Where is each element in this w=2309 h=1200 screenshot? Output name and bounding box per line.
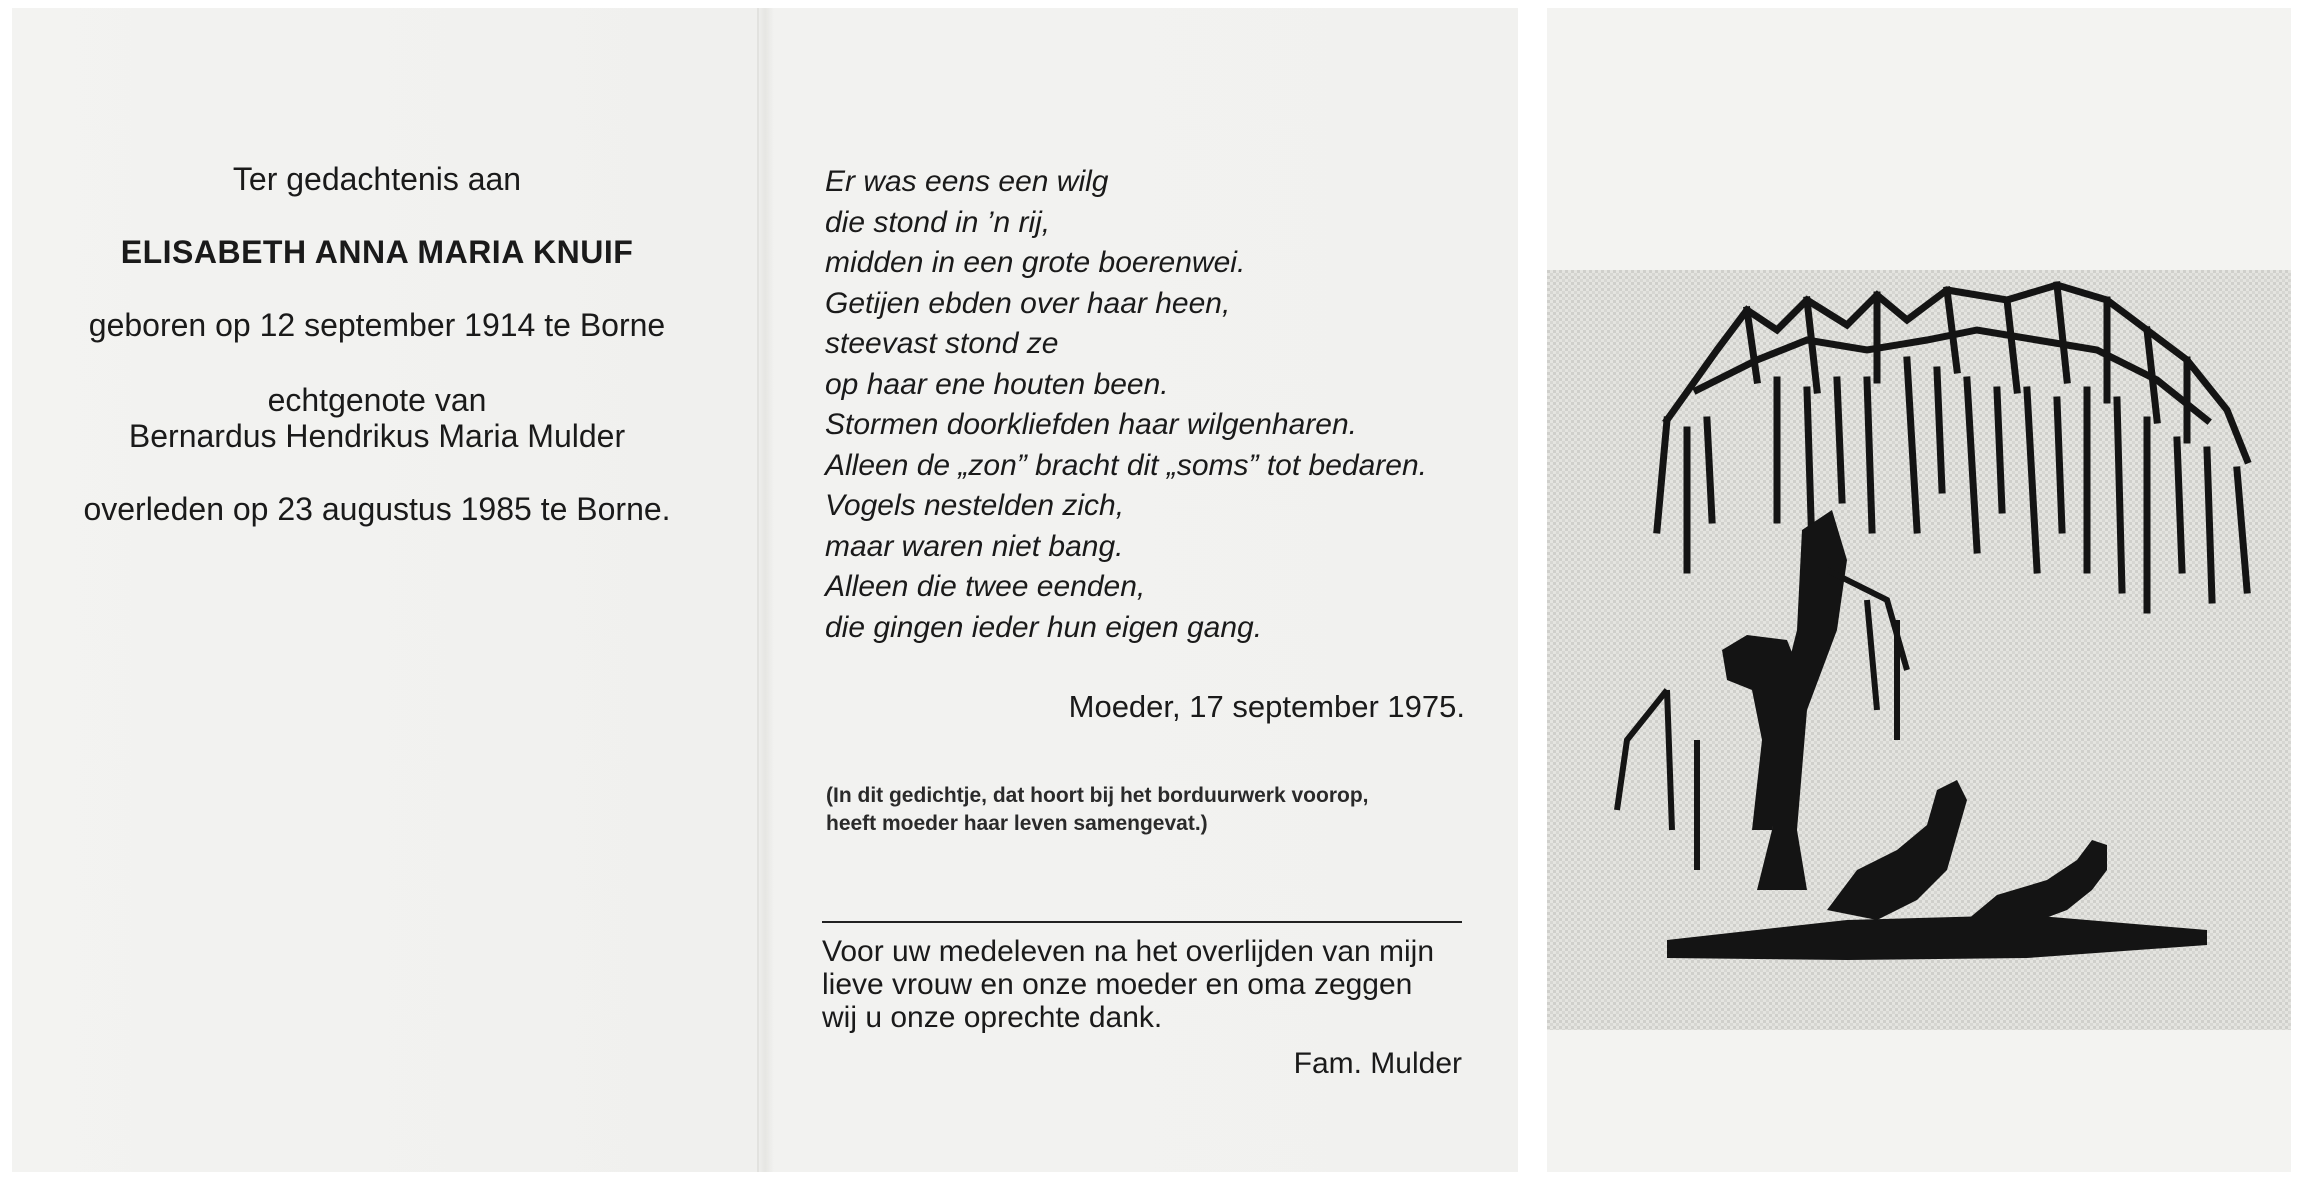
poem-line: die stond in ’n rij, bbox=[825, 205, 1051, 239]
fabric-background bbox=[1547, 270, 2291, 1030]
poem-line: Alleen de „zon” bracht dit „soms” tot bedaren. bbox=[825, 448, 1427, 482]
spouse-label: echtgenote van bbox=[267, 382, 487, 418]
memorial-intro: Ter gedachtenis aan bbox=[232, 161, 522, 197]
thanks-line: lieve vrouw en onze moeder en oma zeggen bbox=[822, 968, 1413, 1001]
poem-note bbox=[826, 782, 1466, 838]
embroidery-willow-ducks-image bbox=[1547, 270, 2291, 1030]
card-fold bbox=[757, 8, 759, 1172]
poem bbox=[825, 162, 1505, 648]
family-signature: Fam. Mulder bbox=[1293, 1047, 1462, 1080]
thanks-message bbox=[822, 935, 1482, 1034]
poem-line: midden in een grote boerenwei. bbox=[825, 246, 1246, 279]
poem-line: die gingen ieder hun eigen gang. bbox=[825, 610, 1263, 644]
poem-attribution: Moeder, 17 september 1975. bbox=[1068, 689, 1465, 724]
poem-line: Er was eens een wilg bbox=[825, 165, 1109, 198]
poem-line: steevast stond ze bbox=[825, 327, 1059, 360]
poem-note-line: heeft moeder haar leven samengevat.) bbox=[826, 812, 1208, 835]
poem-line: Alleen die twee eenden, bbox=[825, 570, 1146, 603]
poem-line: Vogels nestelden zich, bbox=[825, 489, 1125, 522]
poem-line: maar waren niet bang. bbox=[825, 529, 1124, 563]
death-info: overleden op 23 augustus 1985 te Borne. bbox=[83, 491, 671, 527]
birth-info: geboren op 12 september 1914 te Borne bbox=[88, 307, 666, 343]
thanks-line: wij u onze oprechte dank. bbox=[822, 1001, 1163, 1034]
deceased-name: ELISABETH ANNA MARIA KNUIF bbox=[120, 234, 634, 270]
poem-line: Stormen doorkliefden haar wilgenharen. bbox=[825, 408, 1357, 441]
poem-line: Getijen ebden over haar heen, bbox=[825, 286, 1231, 320]
divider-rule bbox=[822, 921, 1462, 923]
poem-note-line: (In dit gedichtje, dat hoort bij het borduurwerk voorop, bbox=[826, 784, 1369, 807]
spouse-name: Bernardus Hendrikus Maria Mulder bbox=[128, 418, 626, 454]
poem-line: op haar ene houten been. bbox=[825, 367, 1169, 401]
thanks-line: Voor uw medeleven na het overlijden van mijn bbox=[822, 935, 1435, 968]
